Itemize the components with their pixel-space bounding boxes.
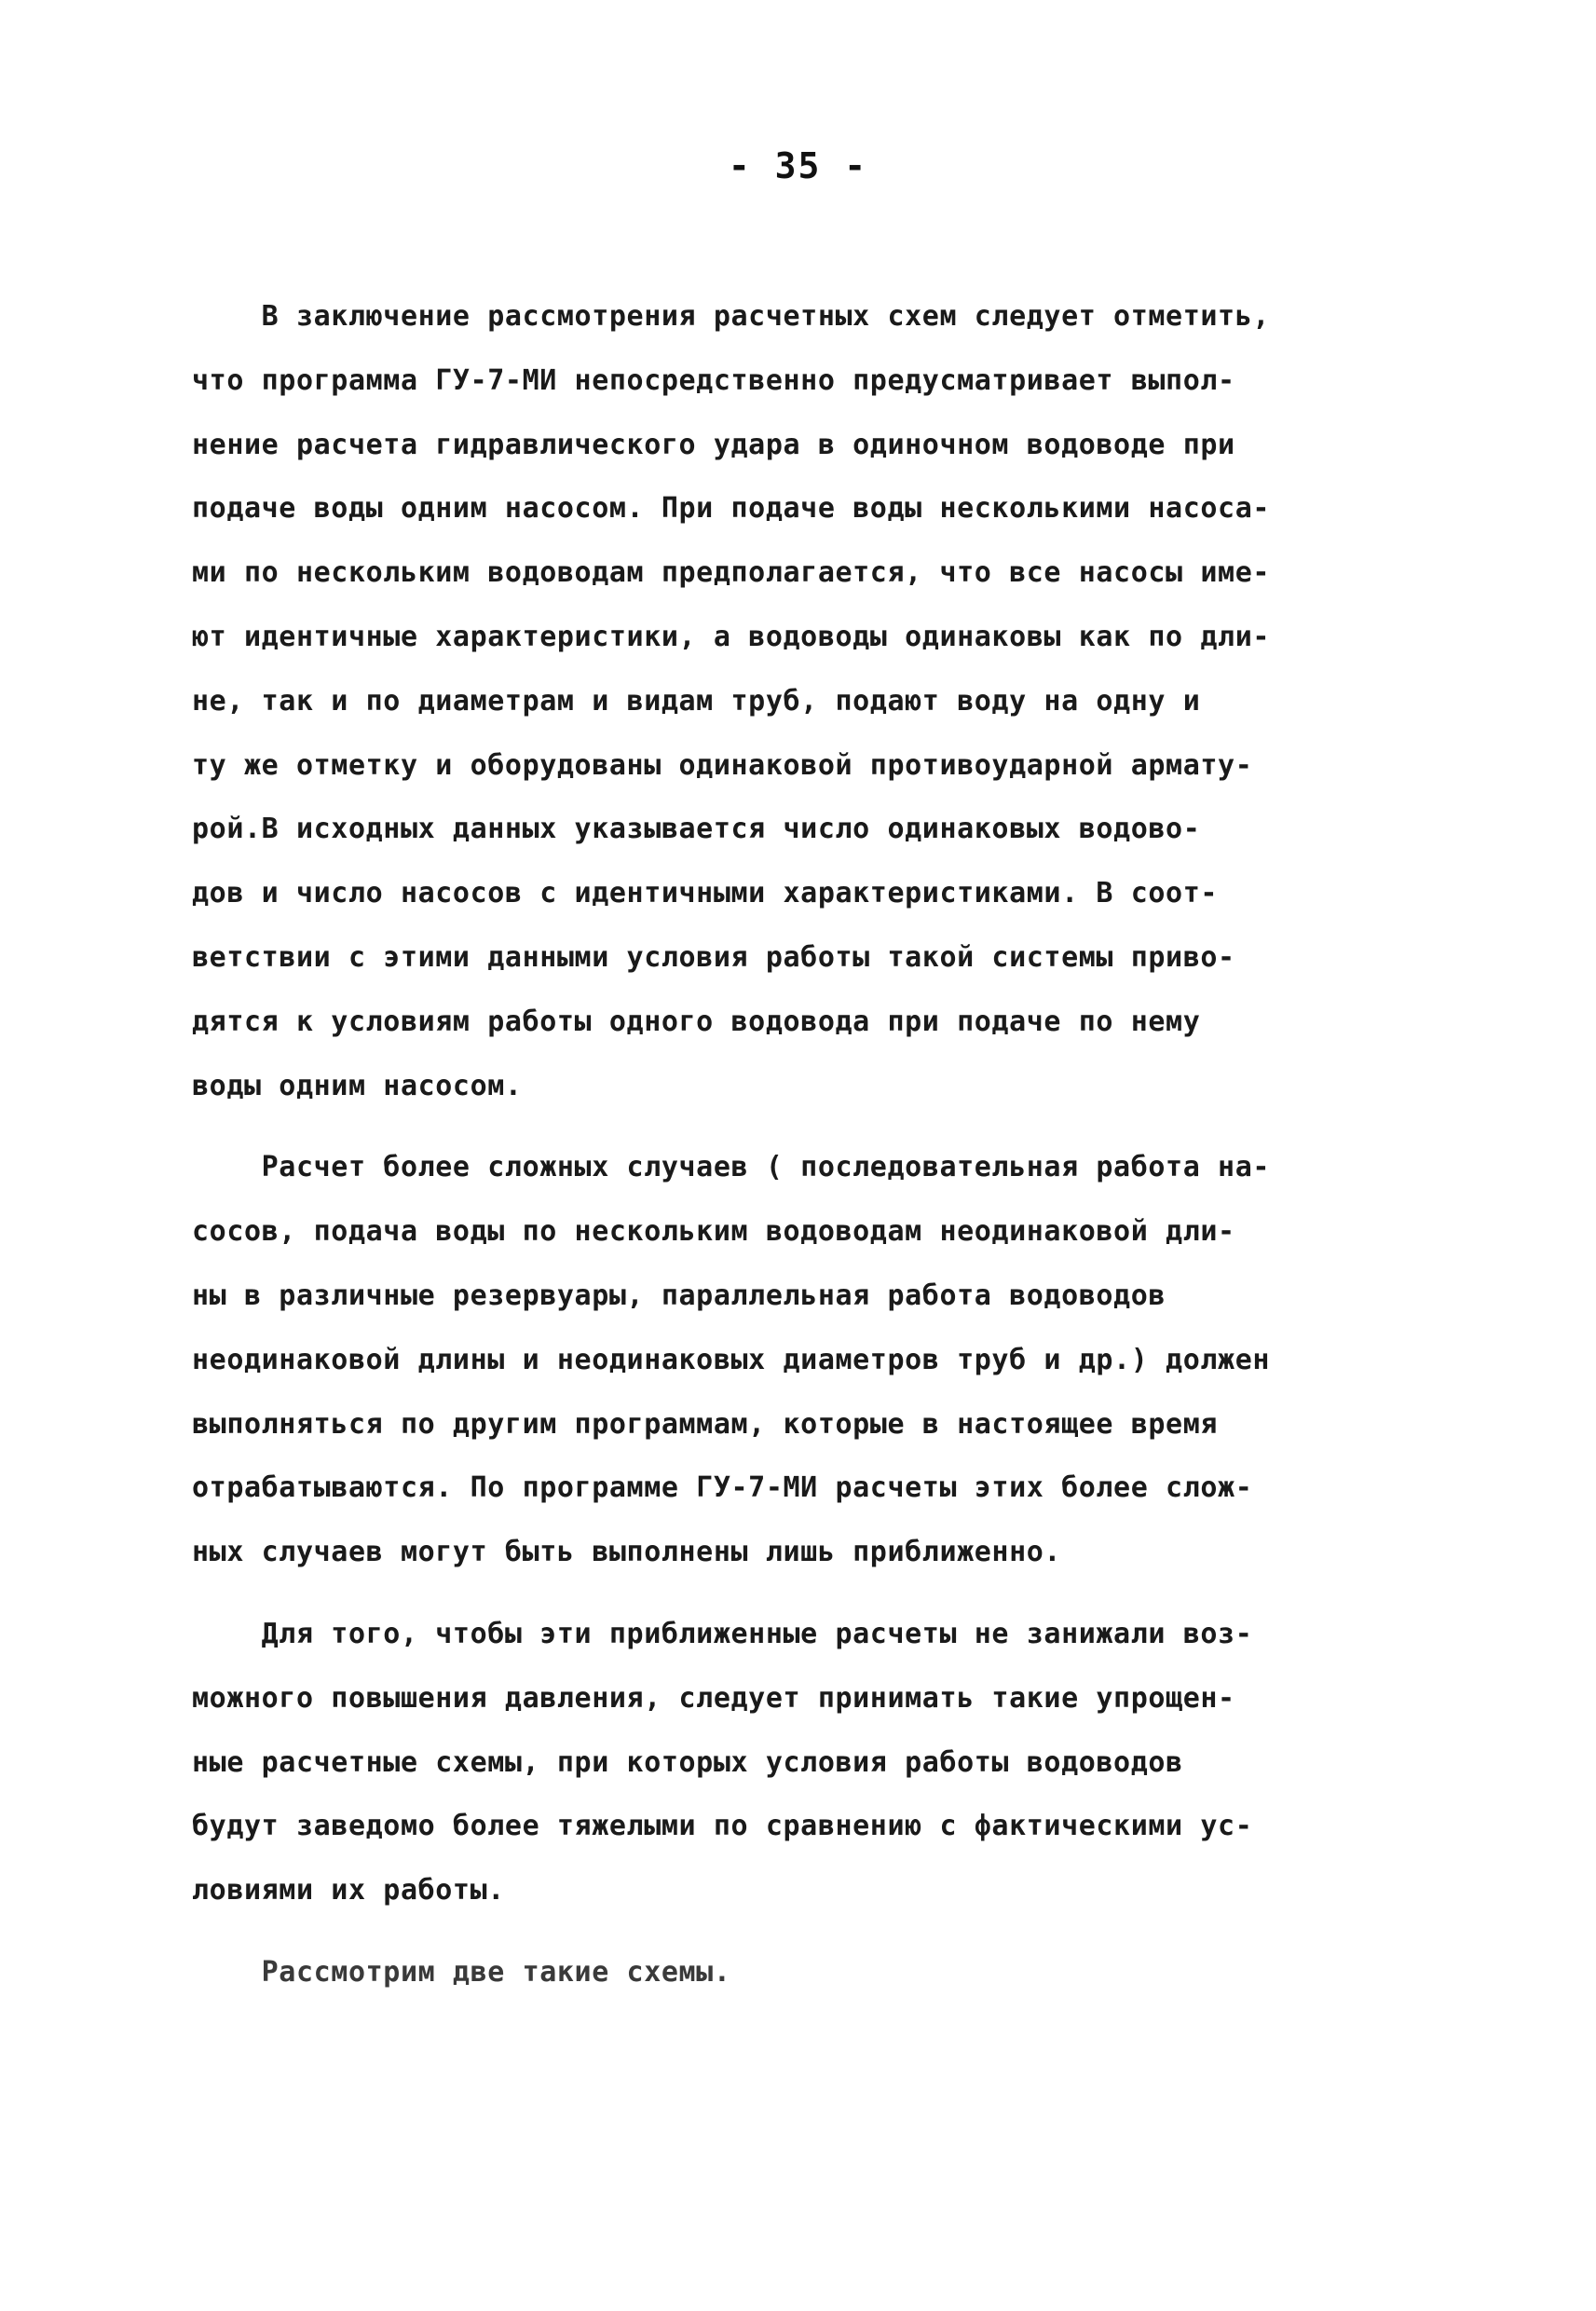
text-line: рой.В исходных данных указывается число одинаковых водово-	[192, 813, 1201, 846]
text-line: ловиями их работы.	[192, 1874, 505, 1908]
text-line: дов и число насосов с идентичными характеристиками. В соот-	[192, 877, 1219, 910]
text-line: выполняться по другим программам, которые в настоящее время	[192, 1407, 1219, 1441]
text-line: ные расчетные схемы, при которых условия работы водоводов	[192, 1745, 1183, 1779]
text-line: ветствии с этими данными условия работы такой системы приво-	[192, 940, 1235, 974]
text-line: Для того, чтобы эти приближенные расчеты не занижали воз-	[192, 1617, 1253, 1650]
text-line: можного повышения давления, следует принимать такие упрощен-	[192, 1681, 1235, 1715]
text-line: нение расчета гидравлического удара в одиночном водоводе при	[192, 428, 1235, 461]
text-line: дятся к условиям работы одного водовода при подаче по нему	[192, 1005, 1201, 1038]
text-line: подаче воды одним насосом. При подаче воды несколькими насоса-	[192, 492, 1271, 526]
text-line: ют идентичные характеристики, а водоводы одинаковы как по дли-	[192, 620, 1271, 653]
text-line: Рассмотрим две такие схемы.	[192, 1955, 731, 1989]
text-line: неодинаковой длины и неодинаковых диаметров труб и др.) должен	[192, 1343, 1271, 1376]
text-line: ми по нескольким водоводам предполагается, что все насосы име-	[192, 556, 1271, 590]
text-line: что программа ГУ-7-МИ непосредственно предусматривает выпол-	[192, 363, 1235, 397]
text-line: не, так и по диаметрам и видам труб, подают воду на одну и	[192, 684, 1201, 718]
text-line: Расчет более сложных случаев ( последовательная работа на-	[192, 1151, 1271, 1184]
paragraph-4	[192, 1941, 1440, 2005]
text-line: будут заведомо более тяжелыми по сравнению с фактическими ус-	[192, 1810, 1253, 1843]
text-line: отрабатываются. По программе ГУ-7-МИ расчеты этих более слож-	[192, 1471, 1253, 1505]
text-line: ту же отметку и оборудованы одинаковой противоударной армату-	[192, 748, 1253, 782]
text-line: ны в различные резервуары, параллельная работа водоводов	[192, 1279, 1166, 1312]
document-body	[192, 285, 1440, 2023]
text-line: воды одним насосом.	[192, 1069, 523, 1102]
text-line: В заключение рассмотрения расчетных схем следует отметить,	[192, 300, 1271, 333]
paragraph-2	[192, 1136, 1440, 1585]
text-line: сосов, подача воды по нескольким водоводам неодинаковой дли-	[192, 1215, 1235, 1249]
paragraph-3	[192, 1603, 1440, 1923]
paragraph-1	[192, 285, 1440, 1118]
page-number: - 35 -	[728, 145, 868, 186]
text-line: ных случаев могут быть выполнены лишь приближенно.	[192, 1536, 1062, 1569]
